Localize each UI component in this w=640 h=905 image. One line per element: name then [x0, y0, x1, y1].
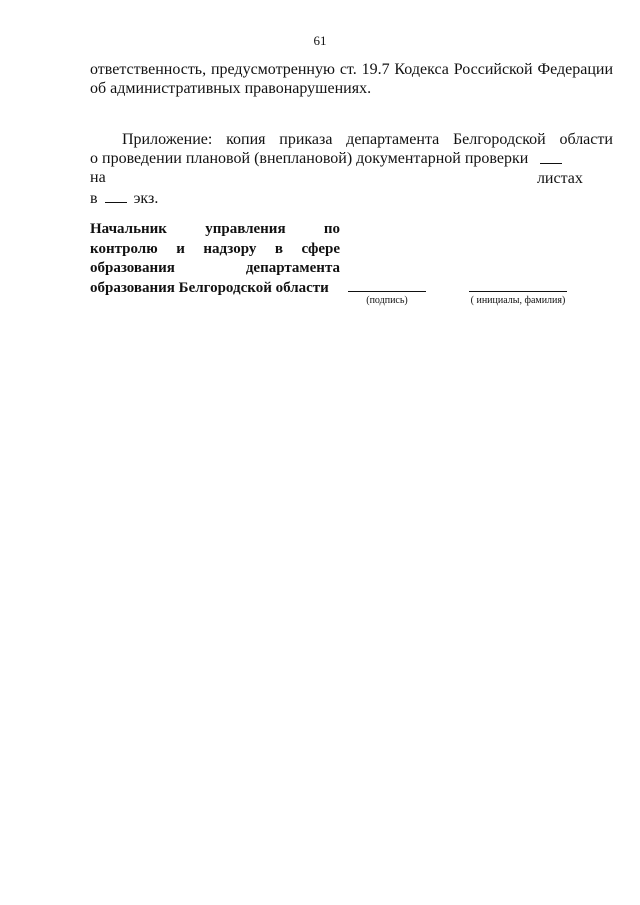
sheets-count-group — [537, 149, 613, 188]
word: Начальник — [90, 221, 167, 237]
word: приказа — [279, 131, 333, 148]
sheets-label: листах — [536, 170, 583, 187]
word: департамента — [346, 131, 440, 148]
signature-rule — [348, 291, 426, 292]
name-rule — [469, 291, 567, 292]
word: 19.7 — [361, 61, 390, 78]
name-field — [462, 291, 574, 306]
attachment-paragraph — [90, 130, 613, 208]
word: образования — [90, 260, 175, 276]
attachment-label: Приложение: — [122, 131, 213, 148]
signatory-line-2 — [90, 240, 340, 260]
word: Российской — [453, 61, 533, 78]
liability-line-2: об административных правонарушениях. — [90, 80, 372, 97]
word: Кодекса — [394, 61, 449, 78]
signature-caption: (подпись) — [366, 295, 408, 306]
attachment-line-2 — [90, 149, 613, 188]
attachment-line-3 — [90, 188, 613, 208]
word: сфере — [301, 240, 340, 257]
name-caption: ( инициалы, фамилия) — [470, 295, 566, 306]
signatory-line-1 — [90, 220, 340, 240]
copies-label: экз. — [133, 190, 159, 207]
copies-count-blank — [105, 188, 127, 203]
sheets-count-blank — [540, 149, 562, 164]
word: надзору — [203, 240, 257, 257]
word: контролю — [90, 240, 158, 257]
signatory-title — [90, 220, 340, 298]
word: копия — [226, 131, 266, 148]
copies-prefix: в — [90, 190, 98, 207]
signatory-line-4: образования Белгородской области — [90, 279, 329, 296]
word: ст. — [339, 61, 357, 78]
word: в — [274, 240, 283, 257]
word: ответственность, — [90, 61, 207, 78]
attachment-text: о проведении плановой (внеплановой) документарной проверки на — [90, 150, 529, 186]
signatory-line-3 — [90, 259, 340, 279]
page-number: 61 — [313, 33, 327, 48]
word: Белгородской — [452, 131, 546, 148]
word: департамента — [245, 260, 340, 276]
word: области — [559, 131, 613, 148]
word: управления — [205, 221, 286, 237]
word: Федерации — [537, 61, 613, 78]
liability-line-1 — [90, 60, 613, 79]
signature-field — [346, 291, 428, 306]
liability-paragraph — [90, 60, 613, 98]
attachment-line-1 — [90, 130, 613, 149]
word: по — [323, 221, 340, 237]
word: предусмотренную — [210, 61, 335, 78]
word: и — [176, 240, 185, 257]
